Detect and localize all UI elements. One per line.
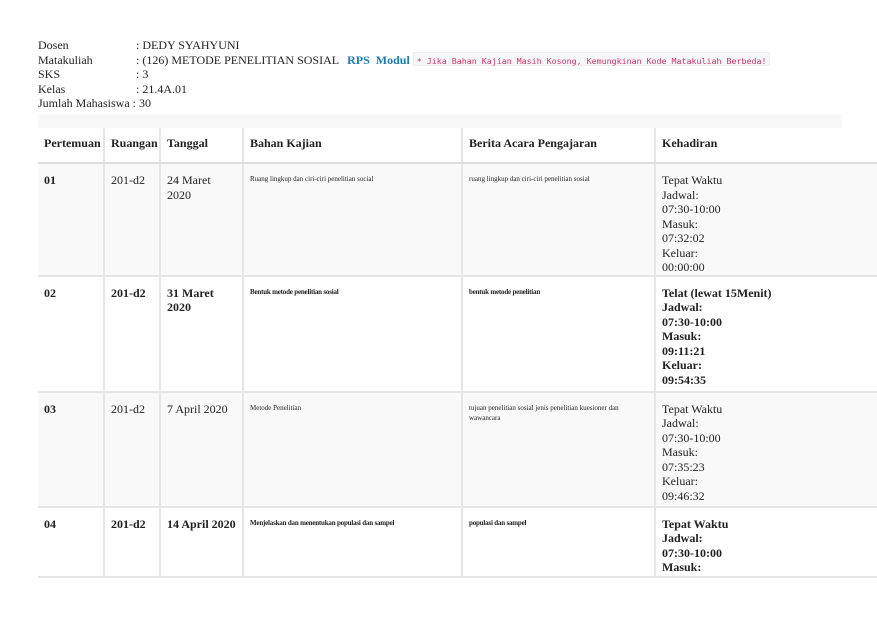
berita-acara-cell: ruang lingkup dan ciri-ciri penelitian sosial (462, 163, 655, 276)
table-header-row (38, 128, 877, 163)
modul-link[interactable]: Modul (375, 52, 410, 67)
table-row (38, 163, 877, 276)
sks-label: SKS (38, 67, 61, 81)
table-row (38, 276, 877, 392)
sks-value: : 3 (136, 67, 149, 81)
column-header-ruangan: Ruangan (104, 128, 160, 163)
table-row (38, 392, 877, 507)
jadwal-value: 07:30-10:00 (662, 430, 721, 445)
kode-warning-note: * Jika Bahan Kajian Masih Kosong, Kemungkinan Kode Matakuliah Berbeda! (413, 52, 771, 67)
keluar-label: Keluar: (662, 358, 702, 372)
jadwal-label: Jadwal: (662, 187, 699, 202)
kehadiran-status: Tepat Waktu (662, 173, 723, 187)
masuk-label: Masuk: (662, 445, 698, 459)
masuk-label: Masuk: (662, 216, 698, 231)
keluar-value: 00:00:00 (662, 260, 705, 274)
jumlah-mahasiswa-label: Jumlah Mahasiswa (38, 96, 130, 110)
pertemuan-cell: 01 (38, 163, 104, 276)
keluar-value: 09:46:32 (662, 488, 705, 503)
kehadiran-cell (655, 163, 877, 276)
tanggal-cell: 31 Maret 2020 (160, 276, 243, 392)
masuk-value: 07:32:02 (662, 231, 705, 245)
ruangan-cell: 201-d2 (104, 392, 160, 507)
kehadiran-status: Tepat Waktu (662, 401, 723, 416)
pertemuan-cell: 04 (38, 507, 104, 577)
keluar-value: 09:54:35 (662, 372, 706, 387)
kelas-label: Kelas (38, 81, 66, 96)
column-header-berita-acara: Berita Acara Pengajaran (462, 128, 655, 163)
keluar-label: Keluar: (662, 474, 698, 488)
jadwal-value: 07:30-10:00 (662, 314, 722, 329)
kehadiran-cell (655, 392, 877, 507)
berita-acara-cell: bentuk metode penelitian (462, 276, 655, 392)
pertemuan-cell: 03 (38, 392, 104, 507)
course-info-header (38, 38, 842, 128)
matakuliah-label: Matakuliah (38, 52, 93, 67)
jadwal-label: Jadwal: (662, 416, 699, 430)
bahan-kajian-cell: Metode Penelitian (243, 392, 462, 507)
column-header-kehadiran: Kehadiran (655, 128, 877, 163)
kehadiran-status: Tepat Waktu (662, 516, 729, 531)
rps-link[interactable]: RPS (347, 52, 370, 67)
bahan-kajian-cell: Bentuk metode penelitian sosial (243, 276, 462, 392)
column-header-tanggal: Tanggal (160, 128, 243, 163)
ruangan-cell: 201-d2 (104, 276, 160, 392)
dosen-row (38, 38, 842, 53)
berita-acara-cell: populasi dan sampel (462, 507, 655, 577)
table-row (38, 507, 877, 577)
ruangan-cell: 201-d2 (104, 163, 160, 276)
column-header-bahan-kajian: Bahan Kajian (243, 128, 462, 163)
berita-acara-cell: tujuan penelitian sosial jenis penelitian kuesioner dan wawancara (462, 392, 655, 507)
dosen-value: : DEDY SYAHYUNI (136, 38, 240, 52)
tanggal-cell: 24 Maret 2020 (160, 163, 243, 276)
bahan-kajian-cell: Ruang lingkup dan ciri-ciri penelitian social (243, 163, 462, 276)
column-header-pertemuan: Pertemuan (38, 128, 104, 163)
tanggal-cell: 14 April 2020 (160, 507, 243, 577)
jadwal-label: Jadwal: (662, 300, 703, 314)
meeting-schedule-table (38, 128, 877, 578)
kehadiran-status: Telat (lewat 15Menit) (662, 285, 772, 300)
keluar-label: Keluar: (662, 245, 698, 260)
kelas-row (38, 82, 842, 97)
jumlah-mahasiswa-value: : 30 (132, 96, 151, 110)
kehadiran-cell (655, 276, 877, 392)
matakuliah-value: : (126) METODE PENELITIAN SOSIAL (136, 52, 340, 67)
sks-row (38, 67, 842, 82)
tanggal-cell: 7 April 2020 (160, 392, 243, 507)
bahan-kajian-cell: Menjelaskan dan menentukan populasi dan sampel (243, 507, 462, 577)
masuk-label: Masuk: (662, 329, 702, 343)
masuk-value: 09:11:21 (662, 343, 706, 358)
jadwal-label: Jadwal: (662, 531, 703, 545)
masuk-value: 07:35:23 (662, 459, 705, 474)
jadwal-value: 07:30-10:00 (662, 545, 722, 560)
pertemuan-cell: 02 (38, 276, 104, 392)
header-divider (38, 114, 842, 128)
masuk-label: Masuk: (662, 560, 702, 574)
jadwal-value: 07:30-10:00 (662, 202, 721, 216)
ruangan-cell: 201-d2 (104, 507, 160, 577)
jumlah-mahasiswa-row (38, 96, 842, 111)
matakuliah-row (38, 53, 842, 68)
dosen-label: Dosen (38, 38, 69, 52)
kelas-value: : 21.4A.01 (136, 81, 187, 96)
kehadiran-cell (655, 507, 877, 577)
